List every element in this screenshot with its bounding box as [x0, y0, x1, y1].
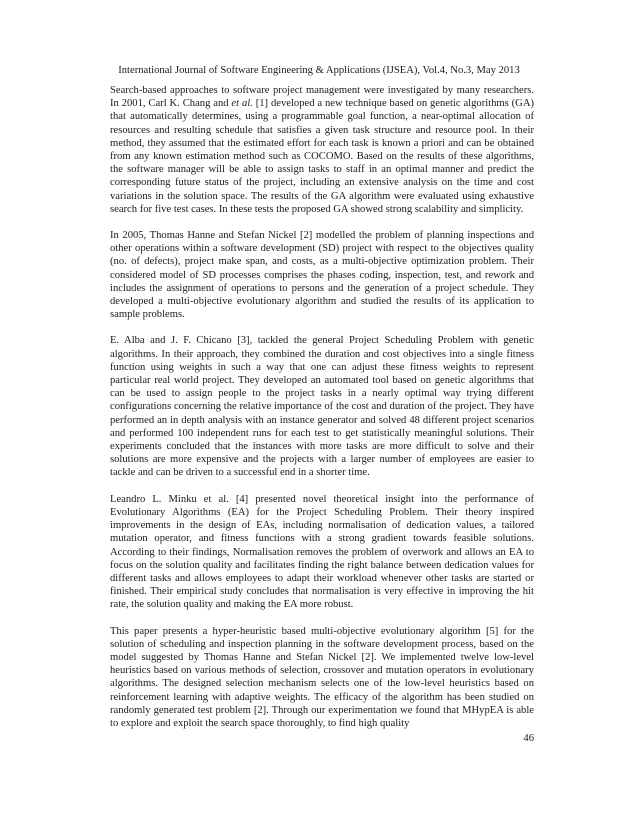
paragraph-text: [1] developed a new technique based on genetic algorithms (GA) that automatically determines, using a programmable goal function, a near-optimal allocation of resources and resulting schedule that satisfies a given task structure and resource pool. In their method, they assumed that the estimated effort for each task is known a priori and can be obtained from any known estimation method such as COCOMO. Based on the results of these algorithms, the software manager will be able to assign tasks to staff in an optimal manner and predict the corresponding future status of the project, including an extensive analysis on the time and cost variations in the solution space. The results of the GA algorithm were evaluated using exhaustive search for five test cases. In these tests the proposed GA showed strong scalability and simplicity. — [110, 98, 535, 215]
paragraph-this-paper: This paper presents a hyper-heuristic based multi-objective evolutionary algorithm [5] for the solution of scheduling and inspection planning in the software development process, based on the model suggested by Thomas Hanne and Stefan Nickel [2]. We implemented twelve low-level heuristics based on various methods of selection, crossover and mutation operators in evolutionary algorithms. The designed selection mechanism selects one of the low-level heuristics based on reinforcement learning with adaptive weights. The efficacy of the algorithm has been studied on randomly generated test problem [2]. Through our experimentation we found that MHypEA is able to explore and exploit the search space thoroughly, to find high quality — [110, 625, 534, 729]
journal-running-header: International Journal of Software Engineering & Applications (IJSEA), Vol.4, No.3, May 2013 — [118, 65, 520, 76]
paragraph-text: Search-based approaches to software project management were investigated by many researchers. In 2001, Carl K. Chang and — [110, 85, 534, 110]
body-text — [110, 84, 534, 743]
paragraph-minku: Leandro L. Minku et al. [4] presented novel theoretical insight into the performance of Evolutionary Algorithms (EA) for the Project Scheduling Problem. Their theory inspired improvements in the design of EAs, including normalisation of dedication values, a tailored mutation operator, and fitness functions with a strong gradient towards feasible solutions. According to their findings, Normalisation removes the problem of overwork and allows an EA to focus on the solution quality and facilitates finding the right balance between dedication values for different tasks and allows employees to adapt their workload whenever other tasks are started or finished. Their empirical study concludes that normalisation is very effective in improving the hit rate, the solution quality and making the EA more robust. — [110, 493, 534, 611]
paragraph-chang-ga — [110, 84, 534, 216]
paragraph-hanne-nickel: In 2005, Thomas Hanne and Stefan Nickel [2] modelled the problem of planning inspections and other operations within a software development (SD) project with respect to the objectives quality (no. of defects), project make span, and costs, as a multi-objective optimization problem. Their considered model of SD processes comprises the phases coding, inspection, test, and rework and includes the assignment of operations to persons and the generation of a project schedule. They developed a multi-objective evolutionary algorithm and studied the results of its application to sample problems. — [110, 230, 534, 321]
italic-et-al: et al. — [231, 98, 253, 110]
paragraph-alba-chicano: E. Alba and J. F. Chicano [3], tackled the general Project Scheduling Problem with genetic algorithms. In their approach, they combined the duration and cost objectives into a single fitness function using weights in such a way that one can adjust these fitness weights to represent particular real world project. They developed an automated tool based on genetic algorithms that can be used to assign people to the project tasks in a nearly optimal way trying different configurations concerning the relative importance of the cost and duration of the project. They have performed an in depth analysis with an instance generator and solved 48 different project scenarios and performed 100 independent runs for each test to get statistically meaningful solutions. Their experiments concluded that the instances with more tasks are more difficult to solve and their solutions are more expensive and the projects with a larger number of employees are easier to tackle and can be driven to a successful end in a shorter time. — [110, 335, 534, 479]
page-number: 46 — [523, 733, 534, 744]
